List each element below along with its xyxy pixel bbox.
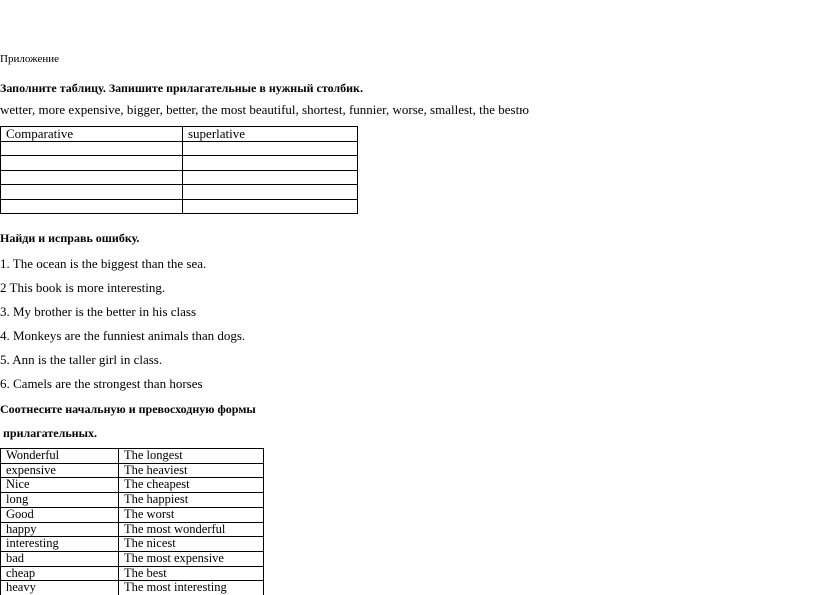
empty-cell[interactable] [1, 170, 183, 185]
superlative-form-cell: The nicest [119, 537, 264, 552]
empty-cell[interactable] [183, 170, 358, 185]
superlative-form-cell: The most expensive [119, 551, 264, 566]
task1-word-list: wetter, more expensive, bigger, better, the most beautiful, shortest, funnier, worse, smallest, the bestю [0, 102, 529, 117]
empty-cell[interactable] [1, 156, 183, 171]
base-form-cell: cheap [1, 566, 119, 581]
sentence-item: 1. The ocean is the biggest than the sea. [0, 256, 207, 271]
superlative-form-cell: The worst [119, 507, 264, 522]
appendix-label: Приложение [0, 53, 60, 65]
sentence-item: 6. Camels are the strongest than horses [0, 376, 203, 391]
table-row [1, 537, 264, 552]
header-comparative: Comparative [1, 127, 183, 142]
table-row [1, 581, 264, 595]
task3-title-line2: прилагательных. [0, 426, 97, 440]
table-row [1, 507, 264, 522]
table-header-row [1, 127, 358, 142]
table-row [1, 493, 264, 508]
empty-cell[interactable] [183, 185, 358, 200]
table-row [1, 522, 264, 537]
base-form-cell: Wonderful [1, 449, 119, 464]
task3-title-line1: Соотнесите начальную и превосходную формы [0, 402, 256, 416]
sentence-item: 3. My brother is the better in his class [0, 304, 197, 319]
sentence-item: 2 This book is more interesting. [0, 280, 166, 295]
superlative-form-cell: The longest [119, 449, 264, 464]
table-row [1, 170, 358, 185]
table-row [1, 185, 358, 200]
superlative-form-cell: The heaviest [119, 463, 264, 478]
table-row [1, 463, 264, 478]
base-form-cell: heavy [1, 581, 119, 595]
task2-title: Найди и исправь ошибку. [0, 231, 140, 245]
task1-title: Заполните таблицу. Запишите прилагательные в нужный столбик. [0, 81, 363, 95]
superlative-form-cell: The happiest [119, 493, 264, 508]
superlative-form-cell: The best [119, 566, 264, 581]
header-superlative: superlative [183, 127, 358, 142]
superlative-form-cell: The most interesting [119, 581, 264, 595]
table-row [1, 141, 358, 156]
table-row [1, 449, 264, 464]
base-form-cell: bad [1, 551, 119, 566]
matching-table [0, 448, 264, 595]
base-form-cell: expensive [1, 463, 119, 478]
table-row [1, 199, 358, 214]
empty-cell[interactable] [183, 141, 358, 156]
superlative-form-cell: The cheapest [119, 478, 264, 493]
empty-cell[interactable] [1, 185, 183, 200]
table-row [1, 551, 264, 566]
empty-cell[interactable] [183, 199, 358, 214]
sentence-item: 4. Monkeys are the funniest animals than dogs. [0, 328, 246, 343]
table-row [1, 156, 358, 171]
base-form-cell: Good [1, 507, 119, 522]
comparative-superlative-table [0, 126, 358, 214]
empty-cell[interactable] [1, 199, 183, 214]
empty-cell[interactable] [183, 156, 358, 171]
table-row [1, 566, 264, 581]
superlative-form-cell: The most wonderful [119, 522, 264, 537]
base-form-cell: happy [1, 522, 119, 537]
base-form-cell: interesting [1, 537, 119, 552]
table-row [1, 478, 264, 493]
empty-cell[interactable] [1, 141, 183, 156]
sentence-item: 5. Ann is the taller girl in class. [0, 352, 163, 367]
base-form-cell: Nice [1, 478, 119, 493]
base-form-cell: long [1, 493, 119, 508]
